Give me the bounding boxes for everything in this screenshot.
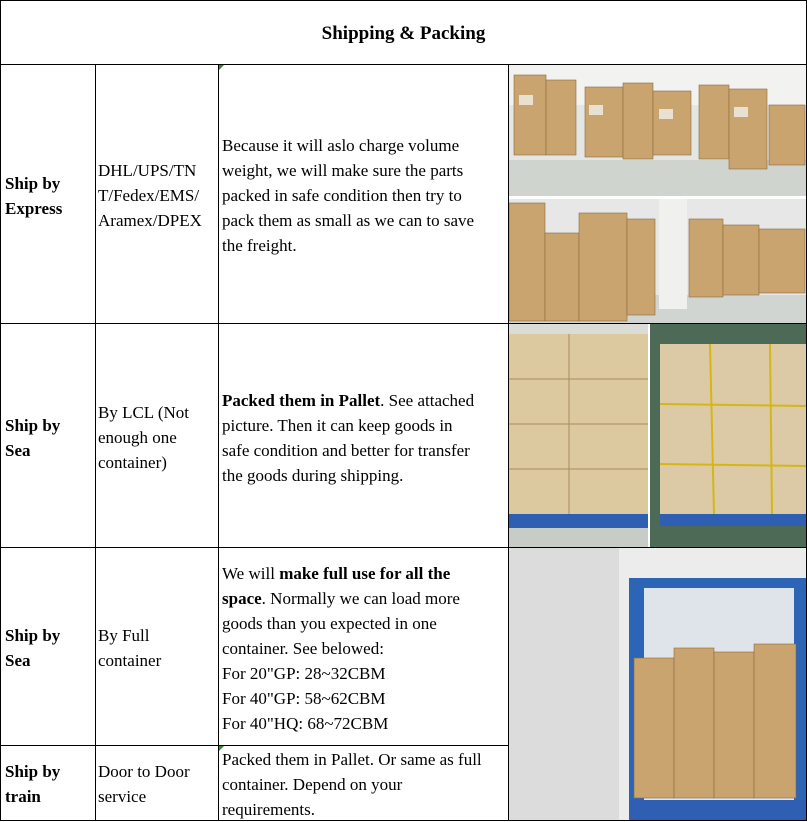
col-divider-2 <box>218 64 219 821</box>
method-line: Express <box>5 199 63 218</box>
pallet-photo <box>509 324 648 547</box>
description-line: weight, we will make sure the parts <box>222 161 464 180</box>
border-left <box>0 0 1 821</box>
carrier-cell <box>98 158 202 233</box>
description-line: container. Depend on your <box>222 775 403 794</box>
method-line: train <box>5 787 41 806</box>
method-cell <box>5 413 60 463</box>
border-top <box>0 0 807 1</box>
description-line: safe condition and better for transfer <box>222 441 470 460</box>
carrier-cell <box>98 759 190 809</box>
carrier-line: Door to Door <box>98 762 190 781</box>
description-text: We will <box>222 564 280 583</box>
table-title: Shipping & Packing <box>321 23 486 44</box>
carrier-line: DHL/UPS/TN <box>98 161 197 180</box>
method-line: Sea <box>5 441 31 460</box>
description-line: For 40"GP: 58~62CBM <box>222 689 386 708</box>
description-line <box>222 586 460 611</box>
description-line: packed in safe condition then try to <box>222 186 462 205</box>
pallet-photo <box>650 324 806 547</box>
carrier-cell <box>98 623 161 673</box>
description-line: Because it will aslo charge volume <box>222 136 460 155</box>
emphasis-text: space <box>222 589 262 608</box>
description-line: goods than you expected in one <box>222 614 437 633</box>
method-line: Sea <box>5 651 31 670</box>
cell-marker <box>219 65 224 70</box>
description-line: the freight. <box>222 236 297 255</box>
description-text: . Normally we can load more <box>261 589 460 608</box>
warehouse-photo <box>509 65 806 196</box>
carrier-line: container) <box>98 453 167 472</box>
emphasis-text: Packed them in Pallet <box>222 391 381 410</box>
description-line: the goods during shipping. <box>222 466 404 485</box>
description-line: picture. Then it can keep goods in <box>222 416 453 435</box>
description-text: . See attached <box>380 391 475 410</box>
carrier-line: T/Fedex/EMS/ <box>98 186 200 205</box>
method-line: Ship by <box>5 762 61 781</box>
method-cell <box>5 171 62 221</box>
method-cell <box>5 759 60 809</box>
description-line: requirements. <box>222 800 315 819</box>
method-line: Ship by <box>5 174 61 193</box>
carrier-line: container <box>98 651 162 670</box>
method-cell <box>5 623 60 673</box>
description-line: container. See belowed: <box>222 639 384 658</box>
description-cell <box>222 747 482 822</box>
method-line: Ship by <box>5 626 61 645</box>
description-line <box>222 561 460 586</box>
description-line: For 20"GP: 28~32CBM <box>222 664 386 683</box>
carrier-line: By Full <box>98 626 150 645</box>
carrier-line: enough one <box>98 428 177 447</box>
description-cell <box>222 388 474 488</box>
method-line: Ship by <box>5 416 61 435</box>
description-cell <box>222 561 460 736</box>
carrier-line: By LCL (Not <box>98 403 189 422</box>
carrier-line: Aramex/DPEX <box>98 211 202 230</box>
emphasis-text: make full use for all the <box>279 564 451 583</box>
description-line: For 40"HQ: 68~72CBM <box>222 714 389 733</box>
description-cell <box>222 133 474 258</box>
warehouse-photo <box>509 199 806 323</box>
carrier-cell <box>98 400 189 475</box>
description-line: Packed them in Pallet. Or same as full <box>222 750 482 769</box>
col-divider-1 <box>95 64 96 821</box>
description-line: pack them as small as we can to save <box>222 211 475 230</box>
carrier-line: service <box>98 787 147 806</box>
container-photo <box>509 548 806 820</box>
description-line <box>222 388 474 413</box>
